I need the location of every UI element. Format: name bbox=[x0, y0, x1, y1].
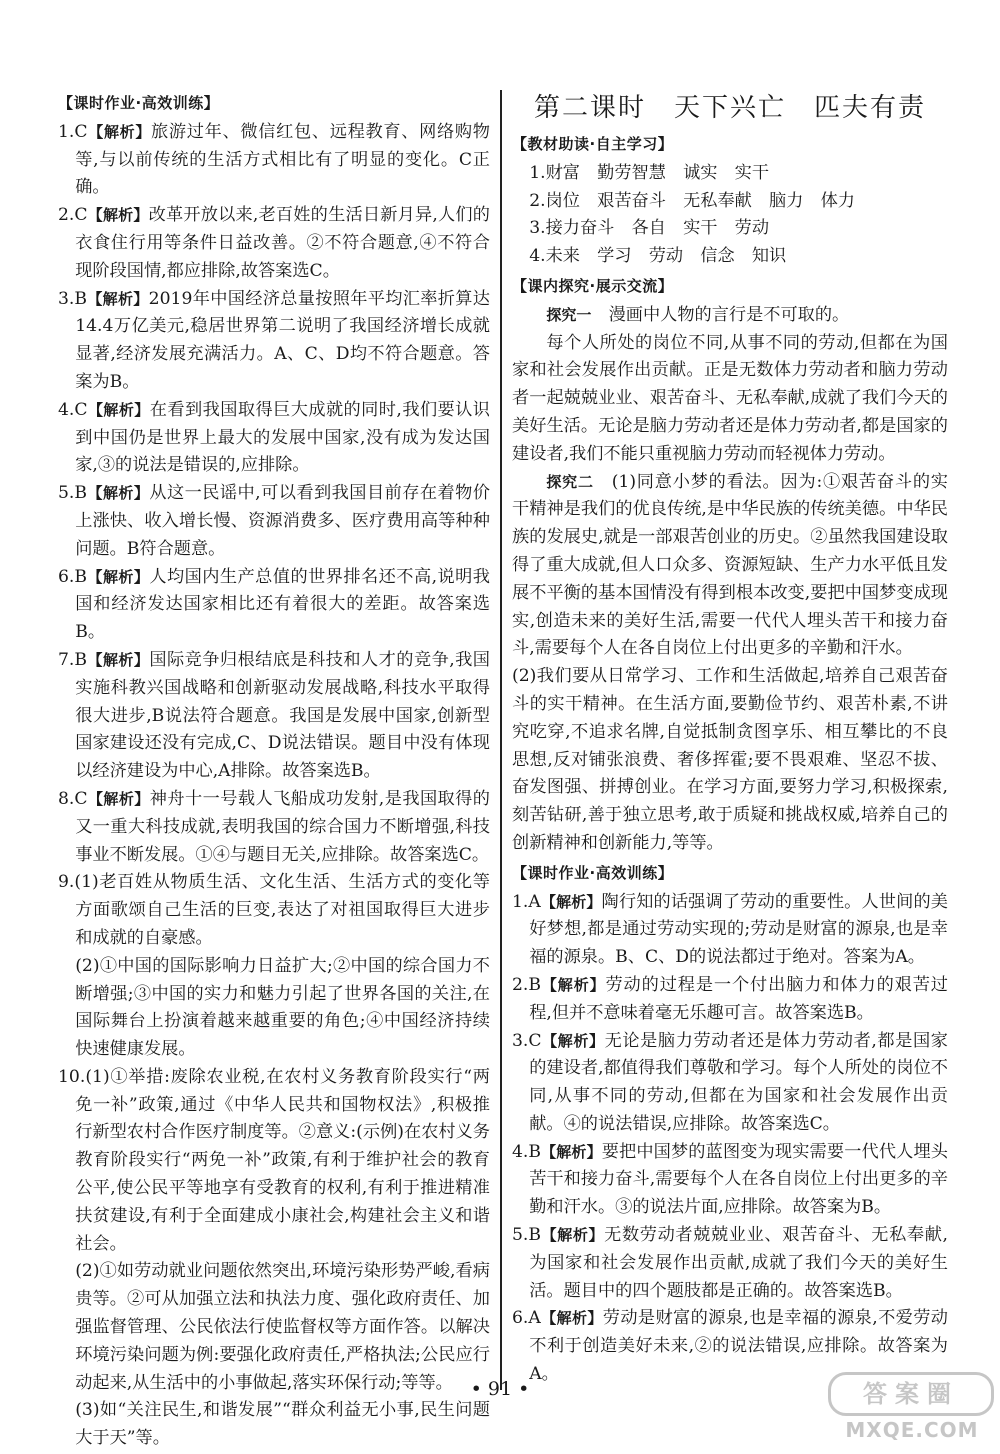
answer-number: 8.C bbox=[58, 788, 88, 809]
analysis-tag: 【解析】 bbox=[541, 1142, 602, 1161]
answer-10-part1: 10.(1)①举措:废除农业税,在农村义务教育阶段实行“两免一补”政策,通过《中华人民共和国物权法》,积极推行新型农村合作医疗制度等。②意义:(示例)在农村义务教育阶段实行“两免一补”政策,有利于维护社会的教育公平,使公民平等地享有受教育的权利,有利于推进精准扶贫建设,有利于全面建成小康社会,构建社会主义和谐社会。 bbox=[58, 1066, 490, 1254]
answer-number: 1.A bbox=[512, 891, 541, 912]
analysis-tag: 【解析】 bbox=[87, 289, 149, 308]
answer-item bbox=[58, 564, 490, 647]
explore-two bbox=[512, 469, 948, 664]
answer-item bbox=[58, 786, 490, 869]
explore-one-label: 探究一 bbox=[546, 305, 592, 324]
answer-number: 4.C bbox=[58, 399, 88, 420]
answer-text: 无数劳动者兢兢业业、艰苦奋斗、无私奉献,为国家和社会发展作出贡献,成就了我们今天的美好生活。题目中的四个题肢都是正确的。故答案选B。 bbox=[529, 1225, 948, 1301]
answer-item bbox=[512, 889, 948, 972]
section-header: 【教材助读·自主学习】 bbox=[512, 135, 674, 153]
answer-text: 从这一民谣中,可以看到我国目前存在着物价上涨快、收入增长慢、资源消费多、医疗费用高等种种问题。B符合题意。 bbox=[75, 483, 490, 559]
answer-item bbox=[512, 1028, 948, 1139]
explore-two-label: 探究二 bbox=[546, 472, 594, 491]
answer-number: 5.B bbox=[512, 1225, 542, 1246]
explore-one-lead-text: 漫画中人物的言行是不可取的。 bbox=[608, 304, 850, 325]
analysis-tag: 【解析】 bbox=[540, 892, 602, 911]
answer-number: 3.C bbox=[512, 1030, 542, 1051]
answer-item bbox=[512, 972, 948, 1028]
lesson-title: 第二课时 天下兴亡 匹夫有责 bbox=[533, 93, 926, 123]
answer-text: 神舟十一号载人飞船成功发射,是我国取得的又一重大科技成就,表明我国的综合国力不断增强,科技事业不断发展。①④与题目无关,应排除。故答案选C。 bbox=[75, 788, 490, 865]
section-header: 【课内探究·展示交流】 bbox=[512, 276, 674, 295]
answer-item bbox=[58, 202, 490, 285]
answer-number: 7.B bbox=[58, 649, 88, 670]
explore-two-part2: (2)我们要从日常学习、工作和生活做起,培养自己艰苦奋斗的实干精神。在生活方面,要勤俭节约、艰苦朴素,不讲究吃穿,不追求名牌,自觉抵制贪图享乐、相互攀比的不良思想,反对铺张浪费、奢侈挥霍;要不畏艰难、坚忍不拔、奋发图强、拼搏创业。在学习方面,要努力学习,积极探索,刻苦钻研,善于独立思考,敢于质疑和挑战权威,培养自己的创新精神和创新能力,等等。 bbox=[512, 666, 948, 853]
answer-number: 3.B bbox=[58, 288, 88, 309]
answer-text: 2019年中国经济总量按照年平均汇率折算达14.4万亿美元,稳居世界第二说明了我国经济增长成就显著,经济发展充满活力。A、C、D均不符合题意。答案为B。 bbox=[75, 288, 490, 392]
answer-item bbox=[58, 119, 490, 202]
list-item: 4.未来 学习 劳动 信念 知识 bbox=[529, 246, 787, 267]
analysis-tag: 【解析】 bbox=[87, 567, 150, 586]
answer-number: 1.C bbox=[58, 121, 88, 142]
analysis-tag: 【解析】 bbox=[87, 400, 150, 419]
answer-9-part2: (2)①中国的国际影响力日益扩大;②中国的综合国力不断增强;③中国的实力和魅力引起了世界各国的关注,在国际舞台上扮演着越来越重要的角色;④中国经济持续快速健康发展。 bbox=[75, 955, 490, 1060]
column-divider bbox=[500, 90, 502, 1390]
answer-item bbox=[58, 286, 490, 397]
answer-text: 劳动的过程是一个付出脑力和体力的艰苦过程,但并不意味着毫无乐趣可言。故答案选B。 bbox=[529, 974, 948, 1023]
left-column bbox=[58, 88, 490, 1453]
right-column bbox=[512, 88, 948, 1389]
answer-list bbox=[512, 889, 948, 1389]
answer-item bbox=[512, 1139, 948, 1222]
watermark-logo bbox=[828, 1372, 994, 1448]
answer-item bbox=[58, 397, 490, 480]
answer-number: 6.A bbox=[512, 1308, 541, 1329]
answer-item bbox=[58, 647, 490, 786]
answer-text: 陶行知的话强调了劳动的重要性。人世间的美好梦想,都是通过劳动实现的;劳动是财富的源泉,也是幸福的源泉。B、C、D的说法都过于绝对。答案为A。 bbox=[529, 891, 948, 968]
explore-one-lead bbox=[512, 302, 948, 330]
analysis-tag: 【解析】 bbox=[87, 122, 152, 141]
answer-10-part2: (2)①如劳动就业问题依然突出,环境污染形势严峻,看病贵等。②可从加强立法和执法力度、强化政府责任、加强监督管理、公民依法行使监督权等方面作答。以解决环境污染问题为例:要强化政府责任,严格执法;公民应行动起来,从生活中的小事做起,落实环保行动;等等。 bbox=[75, 1261, 490, 1393]
section-header: 【课时作业·高效训练】 bbox=[512, 863, 674, 882]
analysis-tag: 【解析】 bbox=[87, 206, 149, 225]
answer-text: 劳动是财富的源泉,也是幸福的源泉,不爱劳动不利于创造美好未来,②的说法错误,应排除。故答案为A。 bbox=[529, 1308, 948, 1385]
answer-text: 旅游过年、微信红包、远程教育、网络购物等,与以前传统的生活方式相比有了明显的变化。C正确。 bbox=[75, 121, 490, 198]
answer-number: 2.C bbox=[58, 205, 88, 226]
answer-number: 6.B bbox=[58, 566, 88, 587]
answer-number: 5.B bbox=[58, 483, 88, 504]
list-item: 2.岗位 艰苦奋斗 无私奉献 脑力 体力 bbox=[529, 190, 855, 211]
answer-9-part1: 9.(1)老百姓从物质生活、文化生活、生活方式的变化等方面歌颂自己生活的巨变,表达了对祖国取得巨大进步和成就的自豪感。 bbox=[58, 872, 490, 948]
answer-item bbox=[512, 1222, 948, 1305]
explore-one-body: 每个人所处的岗位不同,从事不同的劳动,但都在为国家和社会发展作出贡献。正是无数体力劳动者和脑力劳动者一起兢兢业业、艰苦奋斗、无私奉献,成就了我们今天的美好生活。无论是脑力劳动者还是体力劳动者,都是国家的建设者,我们不能只重视脑力劳动而轻视体力劳动。 bbox=[512, 332, 948, 464]
list-item: 1.财富 勤劳智慧 诚实 实干 bbox=[529, 162, 770, 183]
answer-item bbox=[58, 480, 490, 563]
watermark-url: MXQE.COM bbox=[845, 1418, 979, 1442]
analysis-tag: 【解析】 bbox=[541, 1031, 605, 1050]
analysis-tag: 【解析】 bbox=[540, 1309, 603, 1328]
answer-number: 4.B bbox=[512, 1141, 542, 1162]
explore-two-body: (1)同意小梦的看法。因为:①艰苦奋斗的实干精神是我们的优良传统,是中华民族的传统美德。中华民族的发展史,就是一部艰苦创业的历史。②虽然我国建设取得了重大成就,但人口众多、资源短缺、生产力水平低且发展不平衡的基本国情没有得到根本改变,要把中国梦变成现实,创造未来的美好生活,需要一代代人埋头苦干和接力奋斗,需要每个人在各自岗位上付出更多的辛勤和汗水。 bbox=[512, 471, 948, 659]
answer-text: 要把中国梦的蓝图变为现实需要一代代人埋头苦干和接力奋斗,需要每个人在各自岗位上付出更多的辛勤和汗水。③的说法片面,应排除。故答案为B。 bbox=[529, 1141, 948, 1218]
answer-text: 人均国内生产总值的世界排名还不高,说明我国和经济发达国家相比还有着很大的差距。故答案选B。 bbox=[75, 566, 490, 643]
answer-text: 改革开放以来,老百姓的生活日新月异,人们的衣食住行用等条件日益改善。②不符合题意,④不符合现阶段国情,都应排除,故答案选C。 bbox=[75, 205, 490, 281]
answer-10-part3: (3)如“关注民生,和谐发展”“群众利益无小事,民生问题大于天”等。 bbox=[75, 1400, 490, 1449]
watermark-ring: 答案圈 bbox=[828, 1372, 994, 1416]
answer-text: 在看到我国取得巨大成就的同时,我们要认识到中国仍是世界上最大的发展中国家,没有成为发达国家,③的说法是错误的,应排除。 bbox=[75, 399, 490, 476]
answer-list bbox=[58, 119, 490, 870]
analysis-tag: 【解析】 bbox=[87, 789, 150, 808]
answer-text: 无论是脑力劳动者还是体力劳动者,都是国家的建设者,都值得我们尊敬和学习。每个人所处的岗位不同,从事不同的劳动,但都在为国家和社会发展作出贡献。④的说法错误,应排除。故答案选C。 bbox=[529, 1030, 948, 1134]
analysis-tag: 【解析】 bbox=[541, 975, 606, 994]
analysis-tag: 【解析】 bbox=[541, 1226, 605, 1245]
answer-number: 2.B bbox=[512, 974, 542, 995]
page-number: • 91 • bbox=[470, 1378, 530, 1400]
analysis-tag: 【解析】 bbox=[87, 650, 150, 669]
section-header: 【课时作业·高效训练】 bbox=[58, 94, 220, 112]
list-item: 3.接力奋斗 各自 实干 劳动 bbox=[529, 218, 770, 239]
answer-text: 国际竞争归根结底是科技和人才的竞争,我国实施科教兴国战略和创新驱动发展战略,科技水平取得很大进步,B说法符合题意。我国是发展中国家,创新型国家建设还没有完成,C、D说法错误。题目中没有体现以经济建设为中心,A排除。故答案选B。 bbox=[75, 649, 490, 782]
analysis-tag: 【解析】 bbox=[87, 484, 150, 503]
